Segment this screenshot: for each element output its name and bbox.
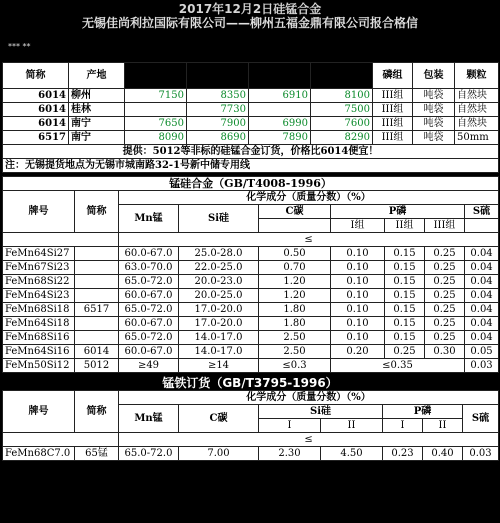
col-price-1 — [125, 63, 187, 89]
femn-h-abbr: 简称 — [75, 391, 119, 433]
table-row: FeMn68Si18 6517 65.0-72.0 17.0-20.0 1.80 0.10 0.15 0.25 0.04 — [3, 303, 499, 317]
simn-h-p1: I组 — [331, 219, 385, 233]
table-row: FeMn64Si27 60.0-67.0 25.0-28.0 0.50 0.10 0.15 0.25 0.04 — [3, 247, 499, 261]
table-row: 6014 柳州 7150 8350 6910 8100 III组 吨袋 自然块 — [3, 89, 499, 103]
note-offer: 提供：5012等非标的硅锰合金订货，价格比6014便宜！ — [3, 145, 499, 159]
table-row: 6517 南宁 8090 8690 7890 8290 III组 吨袋 50mm — [3, 131, 499, 145]
col-price-4 — [311, 63, 373, 89]
col-abbr: 简称 — [3, 63, 69, 89]
simn-le: ≤ — [119, 233, 499, 247]
simn-h-abbr: 简称 — [75, 191, 119, 233]
femn-h-brand: 牌号 — [3, 391, 75, 433]
table-row: FeMn64Si23 60.0-67.0 20.0-25.0 1.20 0.10 0.15 0.25 0.04 — [3, 289, 499, 303]
col-price-3 — [249, 63, 311, 89]
table-row: FeMn67Si23 63.0-70.0 22.0-25.0 0.70 0.10 0.15 0.25 0.04 — [3, 261, 499, 275]
simn-h-p: P磷 — [331, 205, 465, 219]
simn-h-s: S硫 — [465, 205, 499, 219]
femn-h-si: Si硅 — [259, 405, 383, 419]
table-row: 6014 桂林 7730 7500 III组 吨袋 自然块 — [3, 103, 499, 117]
simn-h-si: Si硅 — [179, 205, 259, 233]
company-title: 无锡佳尚利拉国际有限公司——柳州五福金鼎有限公司报合格信 — [81, 16, 418, 30]
col-origin: 产地 — [69, 63, 125, 89]
col-phos: 磷组 — [373, 63, 413, 89]
col-pack: 包装 — [413, 63, 455, 89]
simn-table — [2, 176, 499, 373]
table-row: FeMn68C7.0 65锰 65.0-72.0 7.00 2.30 4.50 0.23 0.40 0.03 — [3, 447, 499, 461]
simn-h-brand: 牌号 — [3, 191, 75, 233]
femn-h-comp: 化学成分（质量分数）（%） — [119, 391, 499, 405]
femn-h-p: P磷 — [383, 405, 463, 419]
col-size: 颗粒 — [455, 63, 499, 89]
simn-h-comp: 化学成分（质量分数）（%） — [119, 191, 499, 205]
femn-h-mn: Mn锰 — [119, 405, 179, 433]
table-row: FeMn68Si16 65.0-72.0 14.0-17.0 2.50 0.10 0.15 0.25 0.04 — [3, 331, 499, 345]
table-row: 6014 南宁 7650 7900 6990 7600 III组 吨袋 自然块 — [3, 117, 499, 131]
table-row: FeMn68Si22 65.0-72.0 20.0-23.0 1.20 0.10 0.15 0.25 0.04 — [3, 275, 499, 289]
simn-h-p3: III组 — [425, 219, 465, 233]
simn-h-mn: Mn锰 — [119, 205, 179, 233]
femn-h-c: C碳 — [179, 405, 259, 433]
table-row: FeMn64Si18 60.0-67.0 17.0-20.0 1.80 0.10 0.15 0.25 0.04 — [3, 317, 499, 331]
small-note: *** ** — [8, 42, 31, 51]
note-pickup: 注：无锡提货地点为无锡市城南路32-1号新中储专用线 — [3, 159, 499, 173]
page-title: 2017年12月2日硅锰合金 — [178, 2, 322, 16]
simn-h-c: C碳 — [259, 205, 331, 219]
price-table — [2, 62, 499, 173]
simn-h-p2: II组 — [385, 219, 425, 233]
table-row: FeMn64Si16 6014 60.0-67.0 14.0-17.0 2.50 0.20 0.25 0.30 0.05 — [3, 345, 499, 359]
simn-title: 锰硅合金（GB/T4008-1996） — [3, 177, 499, 191]
femn-le: ≤ — [119, 433, 499, 447]
femn-table: 牌号 简称 化学成分（质量分数）（%） Mn锰 C碳 Si硅 P磷 S硫 I II I II ≤ FeMn68C7.0 65锰 65.0-72.0 7.00 2.30 4.50 0.23 0.40 0.03 — [2, 390, 499, 461]
col-price-2 — [187, 63, 249, 89]
table-row: FeMn50Si12 5012 ≥49 ≥14 ≤0.3 ≤0.35 0.03 — [3, 359, 499, 373]
femn-title: 锰铁订货（GB/T3795-1996） — [162, 376, 338, 390]
femn-h-s: S硫 — [463, 405, 499, 433]
